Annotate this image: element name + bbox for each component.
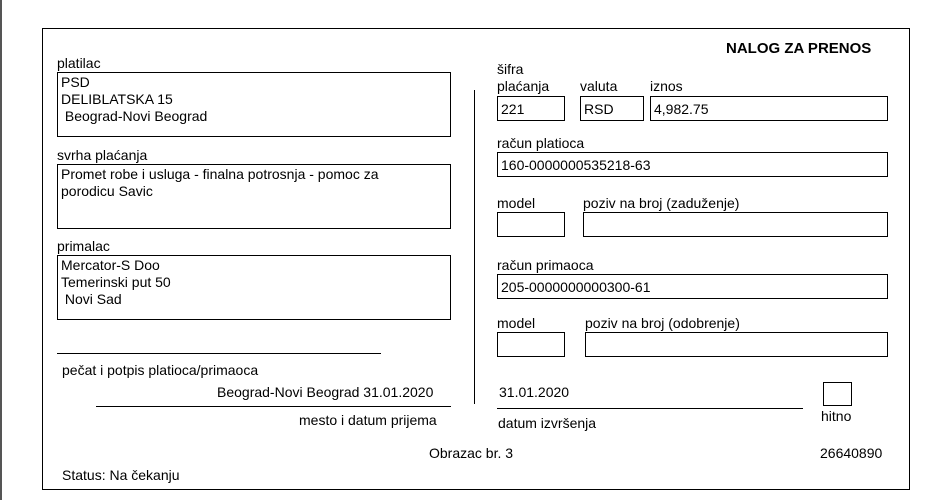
debit-reference-label: poziv na broj (zaduženje) (583, 195, 740, 211)
payer-line: PSD (61, 74, 90, 90)
currency-label: valuta (580, 78, 618, 94)
purpose-box (57, 164, 451, 229)
column-divider (474, 90, 475, 404)
recipient-line: Temerinski put 50 (61, 274, 171, 290)
form-title: NALOG ZA PRENOS (726, 40, 872, 57)
urgent-checkbox[interactable] (823, 382, 852, 406)
payer-account-field[interactable] (497, 152, 888, 177)
recipient-account-field[interactable] (497, 274, 888, 299)
recipient-line: Mercator-S Doo (61, 257, 160, 273)
credit-model-value (498, 333, 564, 338)
credit-reference-label: poziv na broj (odobrenje) (585, 315, 740, 331)
signature-line (57, 353, 381, 354)
payer-line: Beograd-Novi Beograd (61, 108, 208, 124)
urgent-label: hitno (821, 408, 852, 424)
recipient-account-label: račun primaoca (497, 257, 594, 273)
recipient-account-value: 205-0000000000300-61 (501, 279, 651, 295)
place-date-value: Beograd-Novi Beograd 31.01.2020 (217, 384, 434, 400)
purpose-label: svrha plaćanja (57, 147, 148, 163)
amount-label: iznos (650, 78, 683, 94)
execution-date-label: datum izvršenja (498, 415, 597, 431)
currency-field[interactable] (580, 96, 644, 121)
purpose-line: Promet robe i usluga - finalna potrosnja - pomoc za (61, 166, 379, 182)
payment-code-value: 221 (501, 101, 525, 117)
debit-model-value (498, 213, 564, 218)
credit-reference-field[interactable] (585, 332, 888, 357)
credit-reference-value (586, 333, 887, 338)
payment-order-form (42, 28, 910, 490)
debit-model-label: model (497, 195, 536, 211)
payment-code-label: plaćanja (497, 78, 550, 94)
payer-account-value: 160-0000000535218-63 (501, 157, 651, 173)
status-text: Status: Na čekanju (62, 467, 180, 483)
amount-field[interactable] (650, 96, 888, 121)
payer-box (57, 72, 451, 137)
left-edge-divider (0, 0, 2, 500)
currency-value: RSD (584, 101, 614, 117)
payer-line: DELIBLATSKA 15 (61, 91, 173, 107)
debit-model-field[interactable] (497, 212, 565, 237)
payer-account-label: račun platioca (497, 135, 585, 151)
signature-label: pečat i potpis platioca/primaoca (62, 362, 259, 378)
payment-code-field[interactable] (497, 96, 565, 121)
place-date-label: mesto i datum prijema (299, 412, 437, 428)
debit-reference-value (584, 213, 887, 218)
credit-model-field[interactable] (497, 332, 565, 357)
recipient-label: primalac (57, 238, 110, 254)
recipient-line: Novi Sad (61, 291, 122, 307)
execution-date-value: 31.01.2020 (499, 384, 570, 400)
payment-code-label-top: šifra (497, 61, 524, 77)
execution-date-line (497, 408, 803, 409)
payer-label: platilac (57, 55, 101, 71)
debit-reference-field[interactable] (583, 212, 888, 237)
place-date-line (96, 406, 451, 407)
form-name: Obrazac br. 3 (429, 445, 514, 461)
credit-model-label: model (497, 315, 536, 331)
amount-value: 4,982.75 (654, 101, 709, 117)
recipient-box (57, 255, 451, 320)
purpose-line: porodicu Savic (61, 183, 153, 199)
document-number: 26640890 (820, 445, 883, 461)
